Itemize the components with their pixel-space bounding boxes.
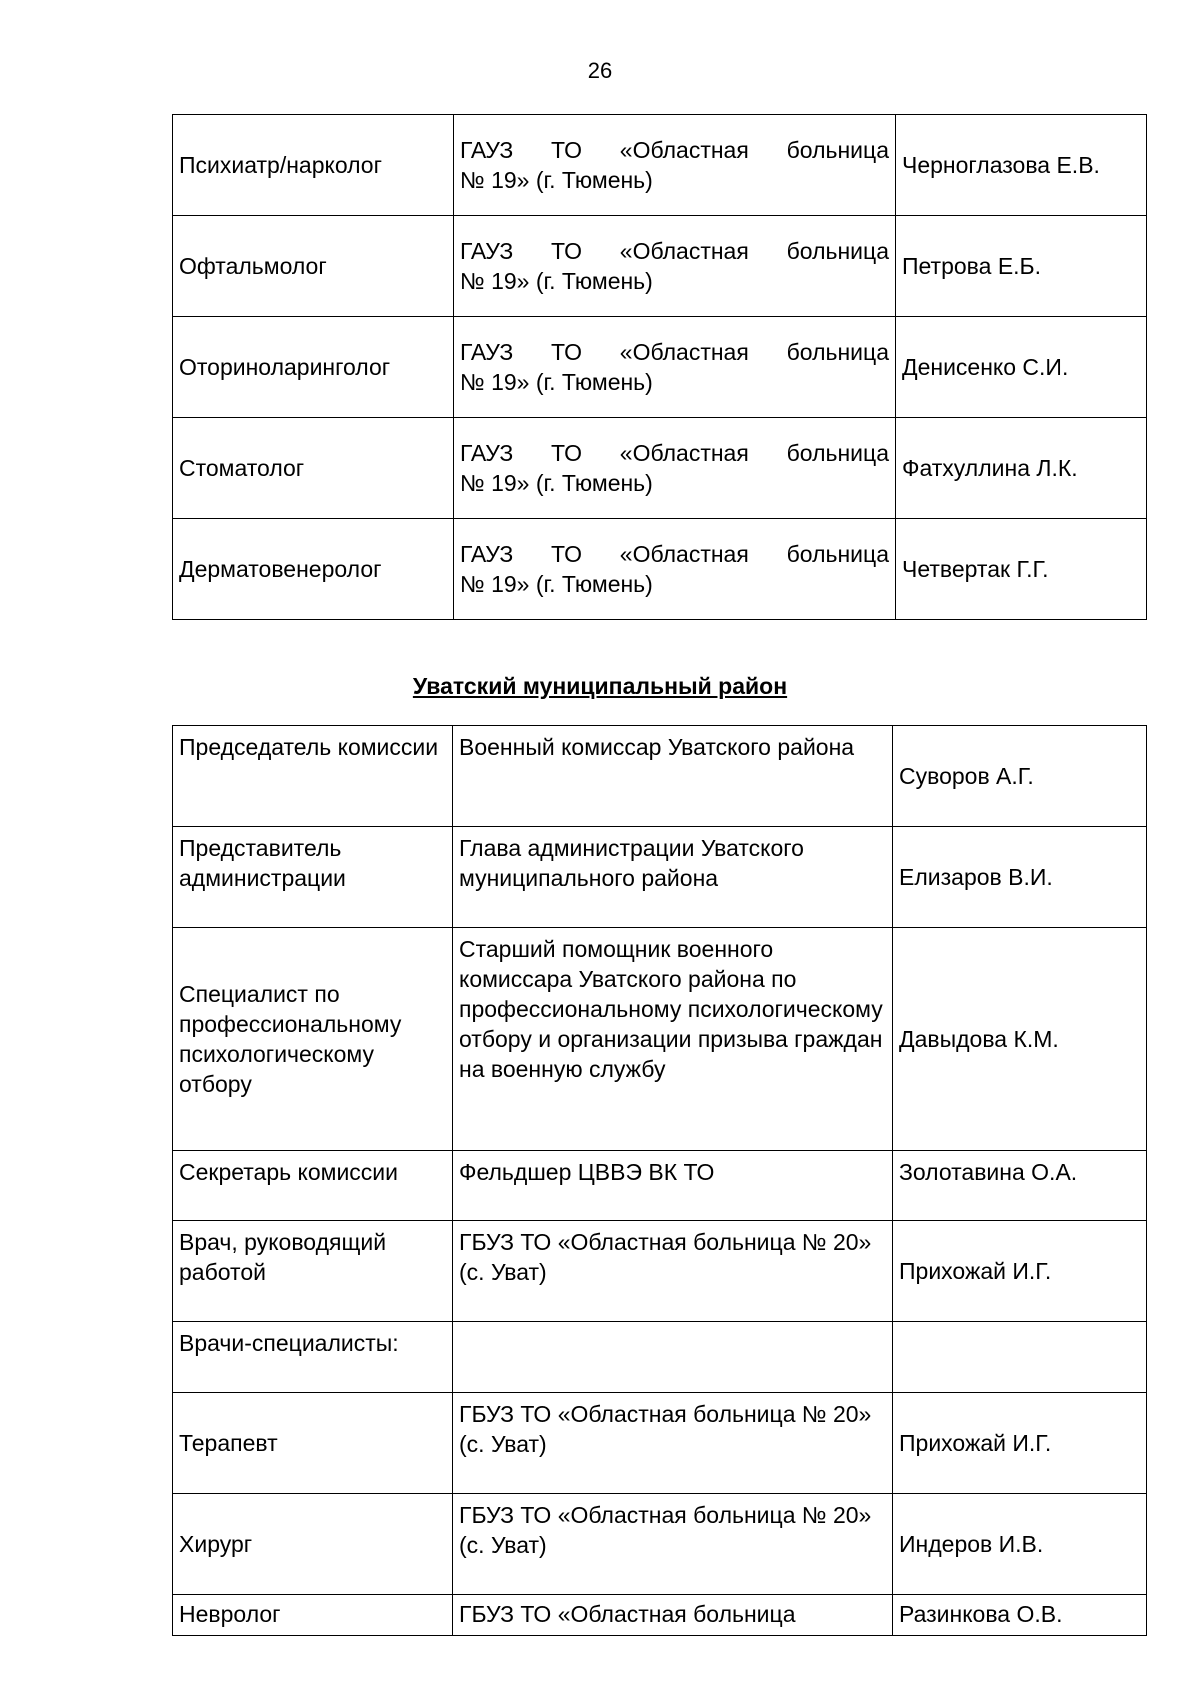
organization-line: ГАУЗ ТО «Областная больница bbox=[460, 440, 889, 466]
organization-cell: ГБУЗ ТО «Областная больница № 20» (с. Уват) bbox=[453, 1221, 893, 1322]
name-cell: Индеров И.В. bbox=[893, 1494, 1147, 1595]
role-cell: Секретарь комиссии bbox=[173, 1151, 453, 1221]
organization-line: № 19» (г. Тюмень) bbox=[460, 571, 653, 597]
organization-line: ГАУЗ ТО «Областная больница bbox=[460, 137, 889, 163]
name-cell: Золотавина О.А. bbox=[893, 1151, 1147, 1221]
organization-line: ГАУЗ ТО «Областная больница bbox=[460, 339, 889, 365]
table-row bbox=[173, 1221, 1147, 1322]
organization-line: № 19» (г. Тюмень) bbox=[460, 167, 653, 193]
role-cell: Терапевт bbox=[173, 1393, 453, 1494]
role-cell: Представитель администрации bbox=[173, 827, 453, 928]
commission-table bbox=[172, 725, 1147, 1636]
organization-cell bbox=[454, 216, 896, 317]
role-cell: Председатель комиссии bbox=[173, 726, 453, 827]
organization-cell: Военный комиссар Уватского района bbox=[453, 726, 893, 827]
section-title: Уватский муниципальный район bbox=[412, 673, 788, 699]
organization-cell bbox=[454, 317, 896, 418]
name-cell: Фатхуллина Л.К. bbox=[896, 418, 1147, 519]
name-cell bbox=[893, 1322, 1147, 1393]
role-cell: Стоматолог bbox=[173, 418, 454, 519]
organization-line: ГАУЗ ТО «Областная больница bbox=[460, 541, 889, 567]
organization-cell: Глава администрации Уватского муниципального района bbox=[453, 827, 893, 928]
organization-cell: ГБУЗ ТО «Областная больница № 20» (с. Уват) bbox=[453, 1494, 893, 1595]
organization-cell bbox=[454, 519, 896, 620]
table-row bbox=[173, 1595, 1147, 1636]
table-row bbox=[173, 827, 1147, 928]
organization-cell bbox=[453, 1322, 893, 1393]
organization-line: № 19» (г. Тюмень) bbox=[460, 268, 653, 294]
organization-cell: Старший помощник военного комиссара Уватского района по профессиональному психологическому отбору и организации призыва граждан на военную службу bbox=[453, 928, 893, 1151]
role-cell: Психиатр/нарколог bbox=[173, 115, 454, 216]
role-cell: Специалист по профессиональному психологическому отбору bbox=[173, 928, 453, 1151]
name-cell: Елизаров В.И. bbox=[893, 827, 1147, 928]
table-row bbox=[173, 115, 1147, 216]
table-row bbox=[173, 317, 1147, 418]
organization-line: ГАУЗ ТО «Областная больница bbox=[460, 238, 889, 264]
table-row bbox=[173, 1393, 1147, 1494]
role-cell: Оториноларинголог bbox=[173, 317, 454, 418]
organization-line: № 19» (г. Тюмень) bbox=[460, 369, 653, 395]
table-row bbox=[173, 418, 1147, 519]
name-cell: Давыдова К.М. bbox=[893, 928, 1147, 1151]
role-cell: Дерматовенеролог bbox=[173, 519, 454, 620]
name-cell: Черноглазова Е.В. bbox=[896, 115, 1147, 216]
organization-cell: ГБУЗ ТО «Областная больница bbox=[453, 1595, 893, 1636]
table-row bbox=[173, 726, 1147, 827]
medical-specialists-table bbox=[172, 114, 1147, 620]
role-cell: Врачи-специалисты: bbox=[173, 1322, 453, 1393]
organization-cell bbox=[454, 115, 896, 216]
page-number: 26 bbox=[587, 58, 613, 83]
name-cell: Петрова Е.Б. bbox=[896, 216, 1147, 317]
organization-cell: ГБУЗ ТО «Областная больница № 20» (с. Уват) bbox=[453, 1393, 893, 1494]
name-cell: Прихожай И.Г. bbox=[893, 1393, 1147, 1494]
name-cell: Суворов А.Г. bbox=[893, 726, 1147, 827]
role-cell: Офтальмолог bbox=[173, 216, 454, 317]
organization-cell bbox=[454, 418, 896, 519]
table-row bbox=[173, 1151, 1147, 1221]
table-row bbox=[173, 216, 1147, 317]
table-row bbox=[173, 519, 1147, 620]
role-cell: Невролог bbox=[173, 1595, 453, 1636]
table-row bbox=[173, 1494, 1147, 1595]
role-cell: Хирург bbox=[173, 1494, 453, 1595]
name-cell: Денисенко С.И. bbox=[896, 317, 1147, 418]
role-cell: Врач, руководящий работой bbox=[173, 1221, 453, 1322]
table-row bbox=[173, 928, 1147, 1151]
name-cell: Разинкова О.В. bbox=[893, 1595, 1147, 1636]
organization-line: № 19» (г. Тюмень) bbox=[460, 470, 653, 496]
name-cell: Четвертак Г.Г. bbox=[896, 519, 1147, 620]
organization-cell: Фельдшер ЦВВЭ ВК ТО bbox=[453, 1151, 893, 1221]
table-row bbox=[173, 1322, 1147, 1393]
name-cell: Прихожай И.Г. bbox=[893, 1221, 1147, 1322]
